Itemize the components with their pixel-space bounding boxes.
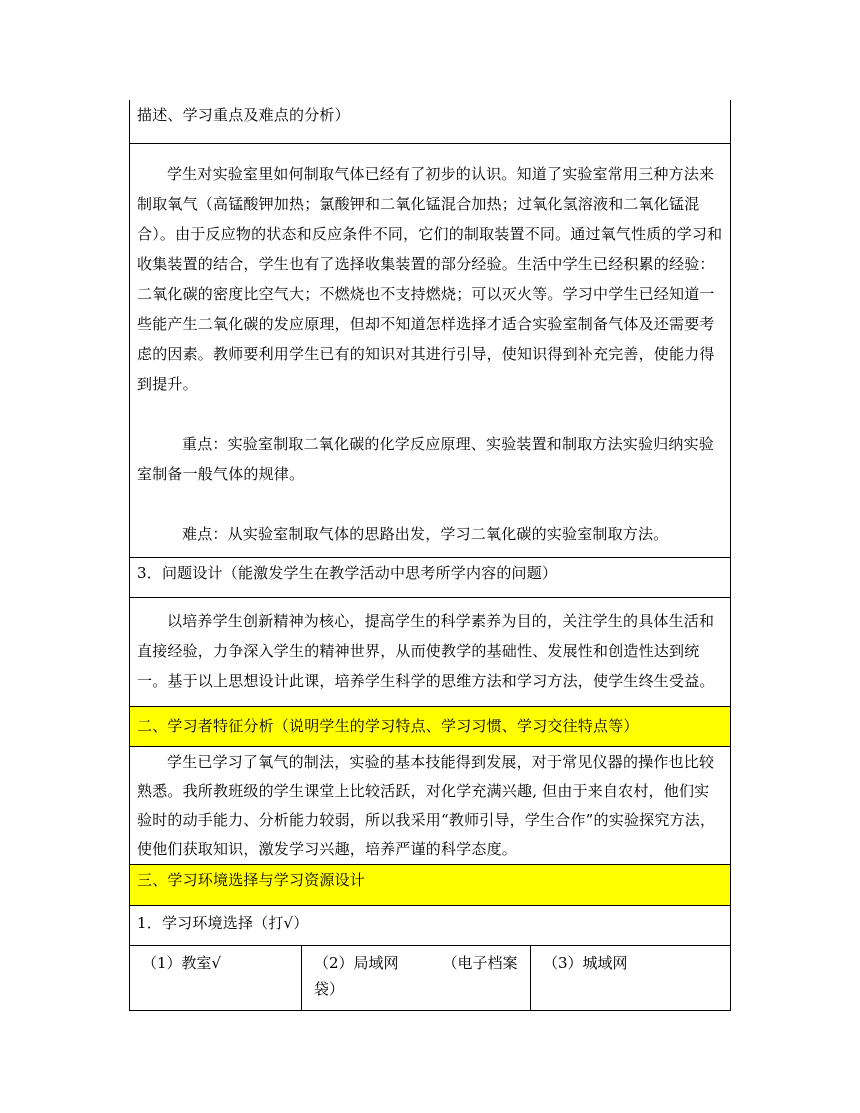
row-question-body <box>130 598 730 707</box>
env-option-classroom <box>130 946 302 1010</box>
row-env-options <box>130 946 730 1011</box>
env-option-man-label: （3）城域网 <box>543 954 628 972</box>
difficulty-text: 难点：从实验室制取气体的思路出发，学习二氧化碳的实验室制取方法。 <box>182 525 669 543</box>
row-analysis <box>130 144 730 558</box>
env-sub-text: 1．学习环境选择（打√） <box>137 914 309 932</box>
env-option-lan <box>302 946 531 1010</box>
row-question-heading <box>130 558 730 598</box>
env-option-lan-note: （电子档案袋） <box>314 954 518 998</box>
env-option-classroom-label: （1）教室√ <box>142 954 222 972</box>
row-header-tail <box>130 100 730 144</box>
header-tail-text: 描述、学习重点及难点的分析） <box>137 106 350 124</box>
row-env-sub <box>130 906 730 946</box>
learner-body-text: 学生已学习了氧气的制法，实验的基本技能得到发展，对于常见仪器的操作也比较熟悉。我所教班级的学生课堂上比较活跃，对化学充满兴趣, 但由于来自农村，他们实验时的动手能力、分析能力较弱，所以我采用“教师引导，学生合作”的实验探究方法，使他们获取知识，激发学习兴趣，培养严谨的科学态度。 <box>137 753 716 858</box>
learner-heading-text: 二、学习者特征分析（说明学生的学习特点、学习习惯、学习交往特点等） <box>137 717 639 735</box>
env-option-man <box>531 946 730 1010</box>
env-option-lan-label: （2）局域网 <box>314 954 399 972</box>
question-heading-text: 3．问题设计（能激发学生在教学活动中思考所学内容的问题） <box>137 564 558 582</box>
analysis-text: 学生对实验室里如何制取气体已经有了初步的认识。知道了实验室常用三种方法来制取氧气（高锰酸钾加热；氯酸钾和二氧化锰混合加热；过氧化氢溶液和二氧化锰混合）。由于反应物的状态和反应条件不同，它们的制取装置不同。通过氧气性质的学习和收集装置的结合，学生也有了选择收集装置的部分经验。生活中学生已经积累的经验：二氧化碳的密度比空气大；不燃烧也不支持燃烧；可以灭火等。学习中学生已经知道一些能产生二氧化碳的发应原理，但却不知道怎样选择才适合实验室制备气体及还需要考虑的因素。教师要利用学生已有的知识对其进行引导，使知识得到补充完善，使能力得到提升。 <box>137 165 723 393</box>
lesson-plan-table <box>129 100 731 1011</box>
question-body-text: 以培养学生创新精神为核心，提高学生的科学素养为目的，关注学生的具体生活和直接经验，力争深入学生的精神世界，从而使教学的基础性、发展性和创造性达到统一。基于以上思想设计此课，培养学生科学的思维方法和学习方法，使学生终生受益。 <box>137 612 715 690</box>
env-heading-text: 三、学习环境选择与学习资源设计 <box>137 871 366 889</box>
key-point-text: 重点：实验室制取二氧化碳的化学反应原理、实验装置和制取方法实验归纳实验室制备一般气体的规律。 <box>137 435 715 483</box>
row-env-heading <box>130 865 730 906</box>
row-learner-body <box>130 747 730 865</box>
row-learner-heading <box>130 707 730 747</box>
